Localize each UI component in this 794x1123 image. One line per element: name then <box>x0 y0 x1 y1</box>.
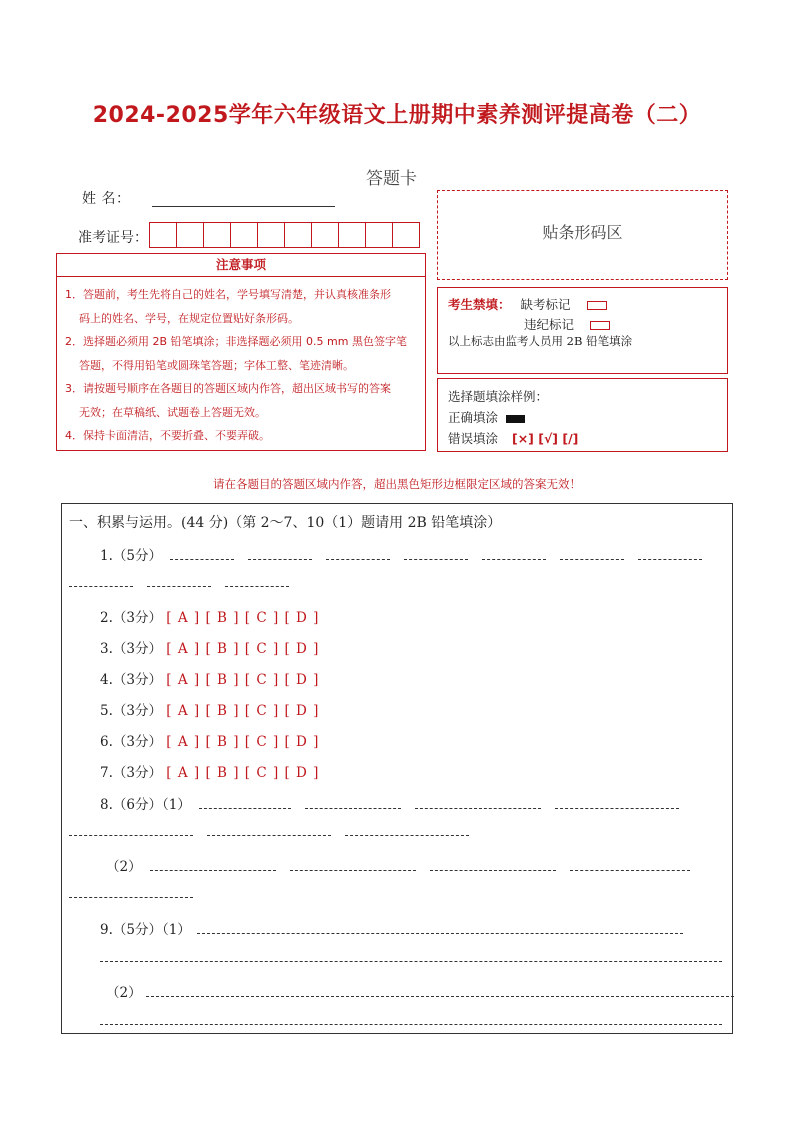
barcode-area <box>437 190 728 280</box>
answer-blank[interactable] <box>225 576 289 587</box>
choice-options[interactable]: [ A ] [ B ] [ C ] [ D ] <box>166 672 320 688</box>
choice-question <box>100 761 327 781</box>
wrong-fill-marks: [×] [√] [/] <box>512 431 579 446</box>
notice-item: 1．答题前，考生先将自己的姓名，学号填写清楚，并认真核准条形 <box>65 288 391 301</box>
notice-item: 无效；在草稿纸、试题卷上答题无效。 <box>79 405 266 419</box>
notice-item: 2．选择题必须用 2B 铅笔填涂；非选择题必须用 0.5 mm 黑色签字笔 <box>65 335 407 348</box>
choice-question <box>100 730 327 750</box>
choice-question-label: 3.（3分） <box>100 641 162 657</box>
ticket-digit-box[interactable] <box>311 222 339 248</box>
choice-question-label: 2.（3分） <box>100 610 162 626</box>
notice-item: 4．保持卡面清洁，不要折叠、不要弄破。 <box>65 429 270 442</box>
answer-card-heading: 答题卡 <box>366 169 417 189</box>
ticket-number-boxes[interactable] <box>150 222 420 248</box>
answer-blank[interactable] <box>248 549 312 560</box>
absent-mark-label: 缺考标记 <box>520 297 571 312</box>
examiner-note: 以上标志由监考人员用 2B 铅笔填涂 <box>448 334 633 348</box>
question-8-part-2-label: （2） <box>106 859 142 875</box>
ticket-digit-box[interactable] <box>203 222 231 248</box>
choice-question-label: 6.（3分） <box>100 734 162 750</box>
answer-blank[interactable] <box>404 549 468 560</box>
area-instruction: 请在各题目的答题区域内作答，超出黑色矩形边框限定区域的答案无效！ <box>213 477 581 491</box>
question-9-label: 9.（5分）（1） <box>100 922 191 938</box>
choice-options[interactable]: [ A ] [ B ] [ C ] [ D ] <box>166 765 320 781</box>
answer-blank[interactable] <box>482 549 546 560</box>
name-field[interactable] <box>152 206 335 207</box>
ticket-digit-box[interactable] <box>284 222 312 248</box>
notice-item: 码上的姓名、学号，在规定位置贴好条形码。 <box>79 311 299 325</box>
choice-options[interactable]: [ A ] [ B ] [ C ] [ D ] <box>166 703 320 719</box>
answer-blank[interactable] <box>207 825 331 836</box>
ticket-digit-box[interactable] <box>149 222 177 248</box>
name-label: 姓 名： <box>82 191 131 207</box>
fill-example-box <box>437 378 728 452</box>
question-1-label: 1.（5分） <box>100 548 162 564</box>
choice-question <box>100 637 327 657</box>
choice-question <box>100 668 327 688</box>
answer-blank[interactable] <box>345 825 469 836</box>
fill-example-label: 选择题填涂样例： <box>448 389 549 404</box>
ticket-digit-box[interactable] <box>257 222 285 248</box>
choice-options[interactable]: [ A ] [ B ] [ C ] [ D ] <box>166 734 320 750</box>
answer-blank[interactable] <box>326 549 390 560</box>
answer-blank[interactable] <box>305 798 401 809</box>
ticket-digit-box[interactable] <box>338 222 366 248</box>
answer-blank[interactable] <box>69 576 133 587</box>
choice-question-label: 7.（3分） <box>100 765 162 781</box>
ticket-digit-box[interactable] <box>230 222 258 248</box>
answer-blank[interactable] <box>199 798 291 809</box>
answer-line[interactable] <box>146 986 734 997</box>
ticket-number-label: 准考证号： <box>78 230 148 246</box>
answer-blank[interactable] <box>555 798 679 809</box>
notice-box <box>56 253 426 451</box>
absent-mark-box[interactable] <box>587 301 607 310</box>
notice-item: 3．请按题号顺序在各题目的答题区域内作答，超出区域书写的答案 <box>65 382 391 395</box>
answer-blank[interactable] <box>570 860 690 871</box>
answer-blank[interactable] <box>170 549 234 560</box>
answer-blank[interactable] <box>147 576 211 587</box>
ticket-digit-box[interactable] <box>365 222 393 248</box>
choice-options[interactable]: [ A ] [ B ] [ C ] [ D ] <box>166 641 320 657</box>
examiner-only-label: 考生禁填： <box>448 297 511 312</box>
notice-item: 答题，不得用铅笔或圆珠笔答题；字体工整、笔迹清晰。 <box>79 358 354 372</box>
answer-blank[interactable] <box>430 860 556 871</box>
answer-blank[interactable] <box>69 887 193 898</box>
ticket-digit-box[interactable] <box>176 222 204 248</box>
choice-question-label: 5.（3分） <box>100 703 162 719</box>
question-9-part-2-label: （2） <box>106 985 142 1001</box>
answer-blank[interactable] <box>415 798 541 809</box>
answer-blank[interactable] <box>638 549 702 560</box>
answer-line[interactable] <box>100 1014 722 1025</box>
choice-question-label: 4.（3分） <box>100 672 162 688</box>
answer-blank[interactable] <box>560 549 624 560</box>
violation-mark-label: 违纪标记 <box>524 317 575 332</box>
violation-mark-box[interactable] <box>590 321 610 330</box>
correct-fill-sample <box>506 415 525 423</box>
question-8-label: 8.（6分）（1） <box>100 797 191 813</box>
answer-blank[interactable] <box>69 825 193 836</box>
choice-options[interactable]: [ A ] [ B ] [ C ] [ D ] <box>166 610 320 626</box>
answer-blank[interactable] <box>290 860 416 871</box>
barcode-label: 贴条形码区 <box>542 223 623 242</box>
ticket-digit-box[interactable] <box>392 222 420 248</box>
choice-question <box>100 606 327 626</box>
section-heading: 一、积累与运用。(44 分)（第 2～7、10（1）题请用 2B 铅笔填涂） <box>69 515 502 531</box>
page-title: 2024-2025学年六年级语文上册期中素养测评提高卷（二） <box>92 103 702 128</box>
answer-line[interactable] <box>100 951 722 962</box>
answer-blank[interactable] <box>150 860 276 871</box>
answer-line[interactable] <box>197 923 683 934</box>
choice-question <box>100 699 327 719</box>
notice-heading: 注意事项 <box>57 254 425 277</box>
wrong-fill-label: 错误填涂 <box>448 431 499 446</box>
correct-fill-label: 正确填涂 <box>448 410 499 425</box>
answer-area <box>61 503 733 1034</box>
examiner-only-box <box>437 287 728 374</box>
